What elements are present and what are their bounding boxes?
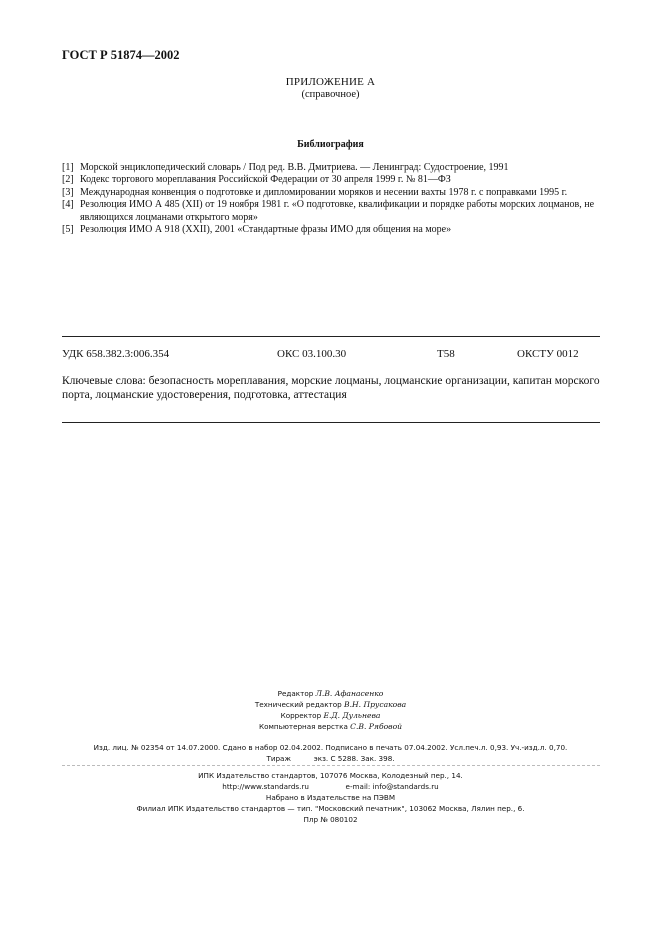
branch-line: Филиал ИПК Издательство стандартов — тип. "Московский печатник", 103062 Москва, Лялин пер., 6.	[136, 804, 525, 813]
keywords: Ключевые слова: безопасность мореплавания, морские лоцманы, лоцманские организации, капитан морского порта, лоцманские удостоверения, подготовка, аттестация	[62, 375, 600, 401]
list-item	[62, 187, 602, 199]
top-divider	[62, 336, 600, 337]
appendix-subtitle: (справочное)	[301, 89, 360, 100]
imprint-divider	[62, 765, 600, 766]
bib-number: [3]	[62, 186, 74, 198]
bibliography-list	[62, 162, 602, 236]
bib-number: [2]	[62, 174, 74, 186]
layout-role: Компьютерная верстка	[258, 722, 348, 731]
corrector-name: Е.Д. Дульнева	[323, 711, 381, 720]
bottom-divider	[62, 422, 600, 423]
license-line: Изд. лиц. № 02354 от 14.07.2000. Сдано в набор 02.04.2002. Подписано в печать 07.04.2002. Усл.печ.л. 0,93. Уч.-изд.л. 0,70.	[93, 743, 568, 752]
t-code: Т58	[437, 348, 455, 360]
list-item	[62, 162, 602, 174]
okstu-code: ОКСТУ 0012	[517, 348, 579, 360]
imprint-corrector	[0, 711, 661, 721]
bib-text: Кодекс торгового мореплавания Российской Федерации от 30 апреля 1999 г. № 81—ФЗ	[80, 174, 451, 186]
imprint-tech-editor	[0, 700, 661, 710]
bib-text: Международная конвенция о подготовке и дипломировании моряков и несении вахты 1978 г. с поправками 1995 г.	[80, 186, 568, 198]
list-item	[62, 174, 602, 186]
bib-number: [4]	[62, 199, 74, 211]
standard-code: ГОСТ Р 51874—2002	[62, 48, 180, 62]
editor-role: Редактор	[277, 689, 314, 698]
oks-code: ОКС 03.100.30	[277, 348, 347, 360]
udk-code: УДК 658.382.3:006.354	[62, 348, 170, 360]
imprint-editor	[0, 689, 661, 699]
print-run-line: Тираж экз. С 5288. Зак. 398.	[266, 754, 395, 763]
list-item	[62, 199, 602, 224]
bib-text: Резолюция ИМО А 485 (XII) от 19 ноября 1981 г. «О подготовке, квалификации и порядке работы морских лоцманов, не являющихся лоцманами открытого моря»	[80, 199, 595, 223]
bib-text: Резолюция ИМО А 918 (XXII), 2001 «Стандартные фразы ИМО для общения на море»	[80, 224, 452, 236]
publisher-line: ИПК Издательство стандартов, 107076 Москва, Колодезный пер., 14.	[198, 771, 463, 780]
plr-line: Плр № 080102	[303, 815, 358, 824]
imprint-layout	[0, 722, 661, 732]
typeset-line: Набрано в Издательстве на ПЭВМ	[265, 793, 396, 802]
web-line: http://www.standards.ru e-mail: info@standards.ru	[222, 782, 439, 791]
layout-name: С.В. Рябовой	[350, 722, 403, 731]
list-item	[62, 224, 602, 236]
tech-editor-role: Технический редактор	[254, 700, 342, 709]
bib-text: Морской энциклопедический словарь / Под ред. В.В. Дмитриева. — Ленинград: Судостроение, 1991	[80, 162, 509, 173]
bibliography-title: Библиография	[297, 139, 364, 150]
tech-editor-name: В.Н. Прусакова	[344, 700, 407, 709]
corrector-role: Корректор	[280, 711, 322, 720]
bib-number: [5]	[62, 224, 74, 236]
bib-number: [1]	[62, 162, 74, 173]
appendix-title: ПРИЛОЖЕНИЕ А	[285, 76, 376, 88]
editor-name: Л.В. Афанасенко	[315, 689, 384, 698]
